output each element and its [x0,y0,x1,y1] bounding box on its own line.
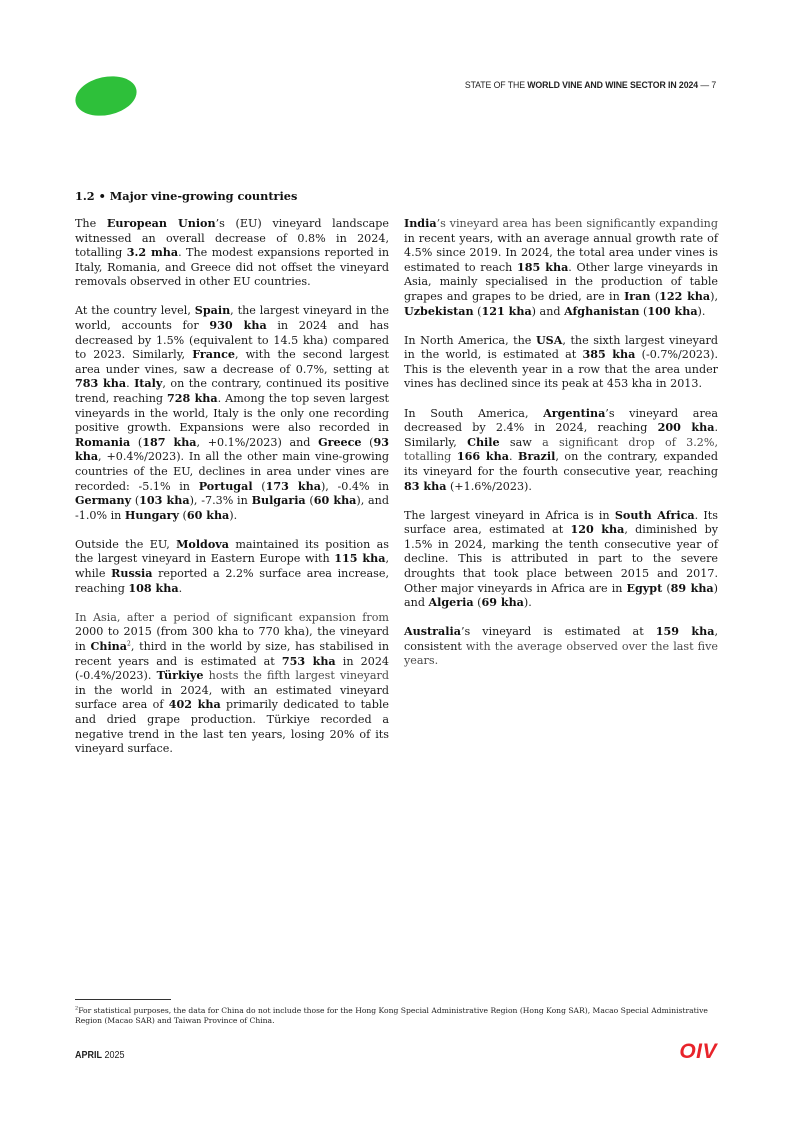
bullet-icon: • [98,189,106,203]
footnote-ref: 2 [127,640,131,648]
footer-date: APRIL 2025 [75,1050,125,1061]
paragraph-north-america: In North America, the USA, the sixth largest vineyard in the world, is estimated at 385 kha (-0.7%/2023). This is the eleventh year in a row that the area under vines has declined since its peak at 453 kha in 2013. [404,333,719,391]
section-title: 1.2 • Major vine-growing countries [75,189,298,203]
paragraph-outside-eu: Outside the EU, Moldova maintained its position as the largest vineyard in Eastern Europe with 115 kha, while Russia reported a 2.2% surface area increase, reaching 108 kha. [75,537,390,595]
oiv-logo: OIV [679,1040,717,1063]
paragraph-australia: Australia’s vineyard is estimated at 159 kha, consistent with the average observed over the last five years. [404,625,719,668]
paragraph-eu: The European Union’s (EU) vineyard landscape witnessed an overall decrease of 0.8% in 2024, totalling 3.2 mha. The modest expansions reported in Italy, Romania, and Greece did not offset the vineyard removals observed in other EU countries. [75,217,390,289]
page-number: 7 [711,80,716,91]
paragraph-india: India’s vineyard area has been significantly expanding in recent years, with an average annual growth rate of 4.5% since 2019. In 2024, the total area under vines is estimated to reach 185 kha. Other large vineyards in Asia, mainly specialised in the production of table grapes and grapes to be dried, are in Iran (122 kha), Uzbekistan (121 kha) and Afghanistan (100 kha). [404,217,719,318]
paragraph-country-level: At the country level, Spain, the largest vineyard in the world, accounts for 930 kha in 2024 and has decreased by 1.5% (equivalent to 14.5 kha) compared to 2023. Similarly, France, with the second largest area under vines, saw a decrease of 0.7%, setting at 783 kha. Italy, on the contrary, continued its positive trend, reaching 728 kha. Among the top seven largest vineyards in the world, Italy is the only one recording positive growth. Expansions were also recorded in Romania (187 kha, +0.1%/2023) and Greece (93 kha, +0.4%/2023). In all the other main vine-growing countries of the EU, declines in area under vines are recorded: -5.1% in Portugal (173 kha), -0.4% in Germany (103 kha), -7.3% in Bulgaria (60 kha), and -1.0% in Hungary (60 kha). [75,304,390,522]
right-column [404,217,718,684]
running-header: STATE OF THE WORLD VINE AND WINE SECTOR IN 2024 — 7 [464,80,716,91]
decorative-green-blob [72,71,141,121]
paragraph-south-america: In South America, Argentina’s vineyard area decreased by 2.4% in 2024, reaching 200 kha. Similarly, Chile saw a significant drop of 3.2%, totalling 166 kha. Brazil, on the contrary, expanded its vineyard for the fourth consecutive year, reaching 83 kha (+1.6%/2023). [404,406,719,493]
footnote: $^2$For statistical purposes, the data for China do not include those for the Hong Kong Special Administrative Region (Hong Kong SAR), Macao Special Administrative Region (Macao SAR) and Taiwan Province of China. [75,1005,708,1025]
left-column [75,217,389,771]
footnote-divider [75,999,171,1000]
paragraph-africa: The largest vineyard in Africa is in South Africa. Its surface area, estimated at 120 kha, diminished by 1.5% in 2024, marking the tenth consecutive year of decline. This is attributed in part to the severe droughts that took place between 2015 and 2017. Other major vineyards in Africa are in Egypt (89 kha) and Algeria (69 kha). [404,508,718,610]
paragraph-asia: In Asia, after a period of significant expansion from 2000 to 2015 (from 300 kha to 770 kha), the vineyard in China$^2$, third in the world by size, has stabilised in recent years and is estimated at 753 kha in 2024 (-0.4%/2023). Türkiye hosts the fifth largest vineyard in the world in 2024, with an estimated vineyard surface area of 402 kha primarily dedicated to table and dried grape production. Türkiye recorded a negative trend in the last ten years, losing 20% of its vineyard surface. [75,610,389,756]
